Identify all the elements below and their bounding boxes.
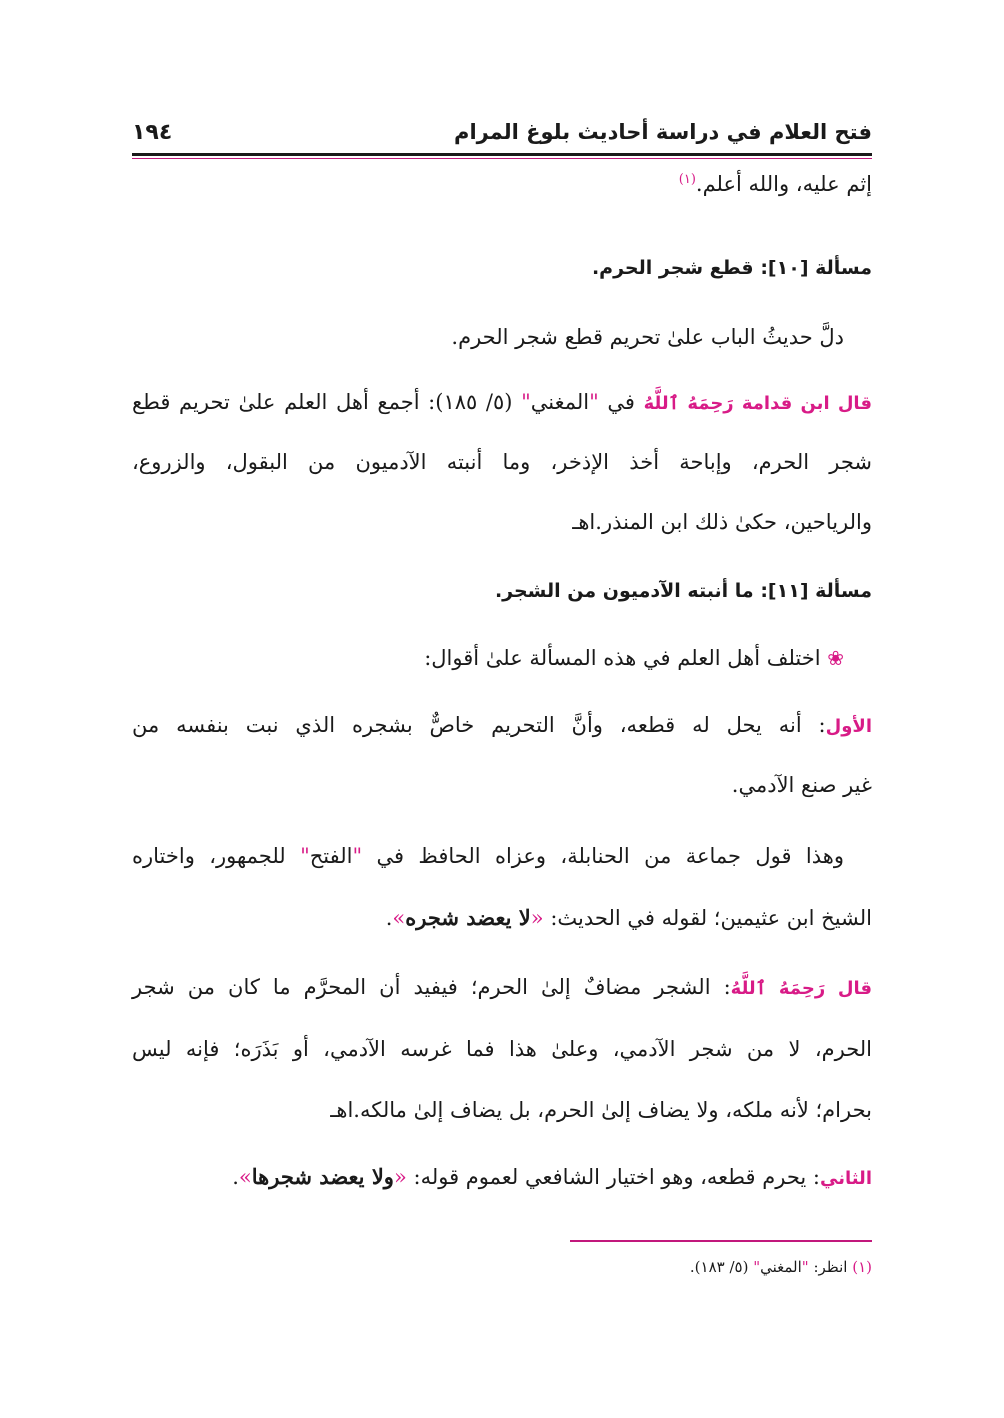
paragraph-line: وهذا قول جماعة من الحنابلة، وعزاه الحافظ في "الفتح" للجمهور، واختاره bbox=[132, 844, 844, 868]
paragraph-line: الأول: أنه يحل له قطعه، وأنَّ التحريم خاصٌّ بشجره الذي نبت بنفسه من bbox=[132, 713, 872, 737]
footnote-ref[interactable]: (١) bbox=[678, 172, 696, 187]
issue-title: ما أنبته الآدميون من الشجر. bbox=[494, 580, 754, 602]
issue-label: مسألة [١٠]: bbox=[760, 257, 872, 279]
paragraph: ❀ اختلف أهل العلم في هذه المسألة علىٰ أقوال: bbox=[424, 646, 844, 670]
paragraph-line: الحرم، لا من شجر الآدمي، وعلىٰ هذا فما غرسه الآدمي، أو بَذَرَه؛ فإنه ليس bbox=[132, 1037, 872, 1061]
paragraph-line: غير صنع الآدمي. bbox=[731, 773, 872, 797]
footnote-rule bbox=[570, 1240, 872, 1242]
issue-11-heading bbox=[132, 578, 872, 602]
paragraph-line: قال رَحِمَهُ ٱللَّهُ: الشجر مضافٌ إلىٰ الحرم؛ فيفيد أن المحرَّم ما كان من شجر bbox=[132, 975, 872, 999]
footnote-number: (١) bbox=[852, 1258, 872, 1276]
issue-title: قطع شجر الحرم. bbox=[591, 257, 754, 279]
flower-ornament-icon: ❀ bbox=[827, 646, 844, 670]
paragraph-line: بحرام؛ لأنه ملكه، ولا يضاف إلىٰ الحرم، بل يضاف إلىٰ مالكه.اهـ bbox=[330, 1098, 872, 1122]
continuation-line: إثم عليه، والله أعلم.$^{(١)}$ bbox=[678, 172, 872, 196]
issue-10-heading bbox=[132, 255, 872, 279]
book-ref: المغني bbox=[530, 390, 590, 414]
paragraph-line: شجر الحرم، وإباحة أخذ الإذخر، وما أنبته الآدميون من البقول، والزروع، bbox=[132, 450, 872, 474]
footnote: (١) انظر: "المغني" (٥/ ١٨٣). bbox=[689, 1258, 872, 1276]
hadith-quote: ولا يعضد شجرها bbox=[251, 1164, 394, 1189]
speaker-label: قال رَحِمَهُ ٱللَّهُ bbox=[730, 978, 872, 999]
book-title: فتح العلام في دراسة أحاديث بلوغ المرام bbox=[454, 120, 872, 144]
speaker-label: قال ابن قدامة رَحِمَهُ ٱللَّهُ bbox=[643, 393, 872, 414]
book-ref: المغني bbox=[760, 1258, 802, 1276]
paragraph-line: الثاني: يحرم قطعه، وهو اختيار الشافعي لعموم قوله: «ولا يعضد شجرها». bbox=[232, 1164, 872, 1189]
opinion-label: الثاني bbox=[819, 1168, 872, 1189]
opinion-label: الأول bbox=[825, 716, 872, 737]
running-header bbox=[132, 112, 872, 152]
paragraph-line: قال ابن قدامة رَحِمَهُ ٱللَّهُ في "المغني" (٥/ ١٨٥): أجمع أهل العلم علىٰ تحريم قطع bbox=[132, 390, 872, 414]
header-rule-thin bbox=[132, 158, 872, 159]
paragraph-line: والرياحين، حكىٰ ذلك ابن المنذر.اهـ bbox=[572, 510, 872, 534]
paragraph: دلَّ حديثُ الباب علىٰ تحريم قطع شجر الحرم. bbox=[451, 325, 844, 349]
hadith-quote: لا يعضد شجره bbox=[405, 905, 531, 930]
header-rule bbox=[132, 153, 872, 156]
paragraph-line: الشيخ ابن عثيمين؛ لقوله في الحديث: «لا يعضد شجره». bbox=[385, 905, 872, 930]
page-number: ١٩٤ bbox=[132, 119, 173, 145]
issue-label: مسألة [١١]: bbox=[760, 580, 872, 602]
book-ref: الفتح bbox=[309, 844, 353, 868]
